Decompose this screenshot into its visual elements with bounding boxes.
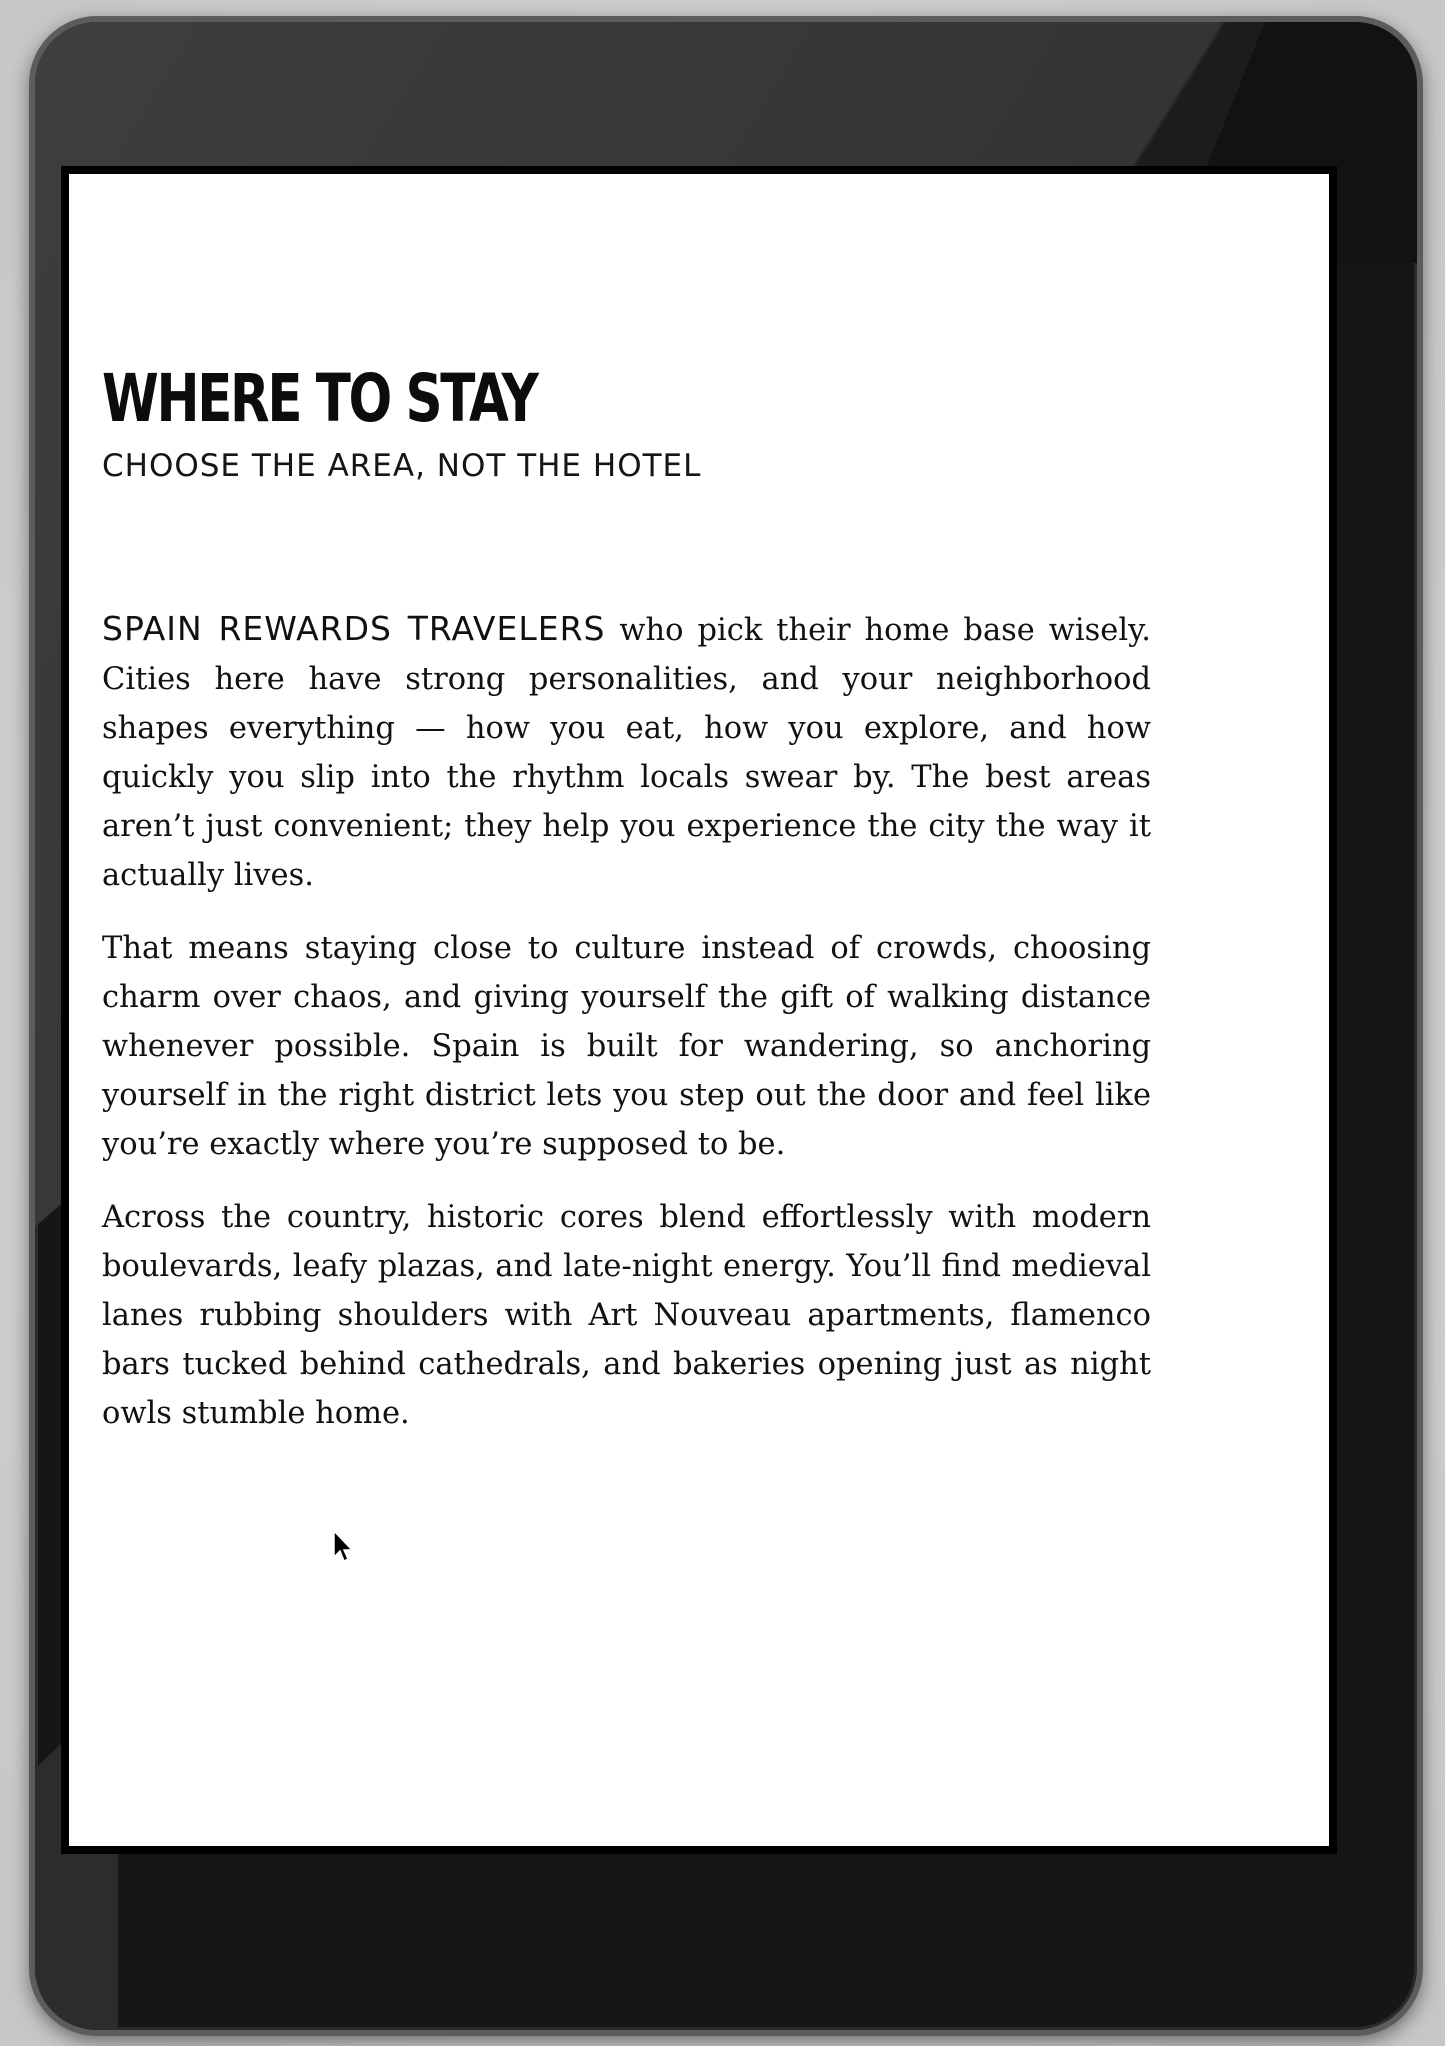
- lead-caps: SPAIN REWARDS TRAVELERS: [102, 609, 606, 648]
- paragraph-1-text: who pick their home base wisely. Cities here have strong personalities, and your neighborhood shapes everything — how you eat, how you explore, and how quickly you slip into the rhythm locals swear by. The best areas aren’t just convenient; they help you experience the city the way it actually lives.: [102, 613, 1151, 893]
- paragraph-2: That means staying close to culture instead of crowds, choosing charm over chaos, and giving yourself the gift of walking distance whenever possible. Spain is built for wandering, so anchoring yourself in the right district lets you step out the door and feel like you’re exactly where you’re supposed to be.: [102, 931, 1151, 1162]
- page-content: [102, 360, 1151, 1462]
- page-subtitle: CHOOSE THE AREA, NOT THE HOTEL: [102, 448, 702, 484]
- body-text: [102, 604, 1151, 1438]
- paragraph-3: Across the country, historic cores blend effortlessly with modern boulevards, leafy plazas, and late-night energy. You’ll find medieval lanes rubbing shoulders with Art Nouveau apartments, flamenco bars tucked behind cathedrals, and bakeries opening just as night owls stumble home.: [102, 1200, 1151, 1431]
- page-title: WHERE TO STAY: [102, 360, 537, 437]
- paragraph-1: [102, 604, 1151, 900]
- mouse-pointer-icon: [332, 1530, 354, 1564]
